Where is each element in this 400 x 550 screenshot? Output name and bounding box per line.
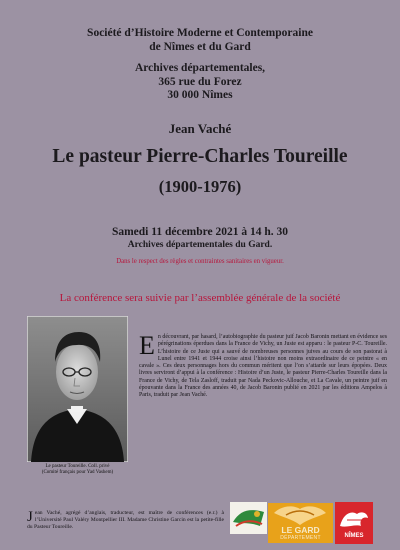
org-line-2: de Nîmes et du Gard: [149, 41, 251, 53]
address-line-3: 30 000 Nîmes: [167, 89, 233, 101]
org-line-1: Société d’Histoire Moderne et Contemporaine: [87, 27, 313, 39]
talk-title: Le pasteur Pierre-Charles Toureille: [52, 146, 348, 167]
gard-logo-line-2: DÉPARTEMENT: [280, 535, 321, 541]
society-logo: [230, 502, 267, 534]
address-line-2: 365 rue du Forez: [158, 75, 242, 88]
speaker-name: Jean Vaché: [168, 121, 232, 136]
gard-logo-line-1: LE GARD: [281, 525, 320, 535]
address-block: [0, 62, 400, 103]
talk-years: (1900-1976): [158, 177, 242, 196]
assembly-notice: La conférence sera suivie par l’assemblée générale de la société: [59, 292, 341, 304]
organization-name: [0, 26, 400, 54]
address-line-1: Archives départementales,: [134, 62, 266, 74]
event-venue: Archives départementales du Gard.: [127, 240, 273, 250]
gard-logo-label: [268, 526, 333, 541]
pastor-portrait-photo: [27, 316, 128, 462]
story-dropcap: E: [139, 331, 155, 360]
speaker-bio: [27, 510, 224, 531]
story-text: n découvrant, par hasard, l’autobiographie du pasteur juif Jacob Baronin mettant en évidence ses pérégrinations éperdues dans la France de Vichy, un Juste est apparu : le pasteur P-C. Toureille. L’histoire de ce Juste qui a sauvé de nombreuses personnes juives au cours de son pastorat à Lunel entre 1941 et 1944 croise ainsi l’histoire non moins extraordinaire de ce peintre « en cavale ». Ces deux personnages hors du commun méritent que l’on s’attarde sur leurs épopées. Deux livres serviront d’appui à la conférence : Histoire d’un Juste, le pasteur Pierre-Charles Toureille dans la France de Vichy, de Tela Zasloff, traduit par Nada Peckovic-Allouche, et La Cavale, un peintre juif en épouvante dans la France des années 40, de Jacob Baronin publié en 2021 par les éditions Ampelos à Paris, traduit par Jean Vaché.: [139, 334, 387, 399]
photo-caption-line-2: (Comité français pour Yad Vashem): [41, 470, 114, 475]
sanitary-notice: Dans le respect des règles et contraintes sanitaires en vigueur.: [116, 258, 284, 265]
photo-caption-line-1: Le pasteur Toureille. Coll. privé: [45, 464, 110, 469]
bio-text: ean Vaché, agrégé d’anglais, traducteur, est maître de conférences (e.r.) à l’Université Paul Valéry Montpellier III. Madame Christine Garcin est la petite-fille du Pasteur Toureille.: [27, 510, 224, 530]
talk-description: [139, 331, 387, 400]
bio-dropcap: J: [27, 509, 33, 525]
portrait-figure: [27, 316, 128, 476]
nimes-logo-label: NÎMES: [344, 533, 364, 539]
event-date: Samedi 11 décembre 2021 à 14 h. 30: [111, 226, 289, 238]
